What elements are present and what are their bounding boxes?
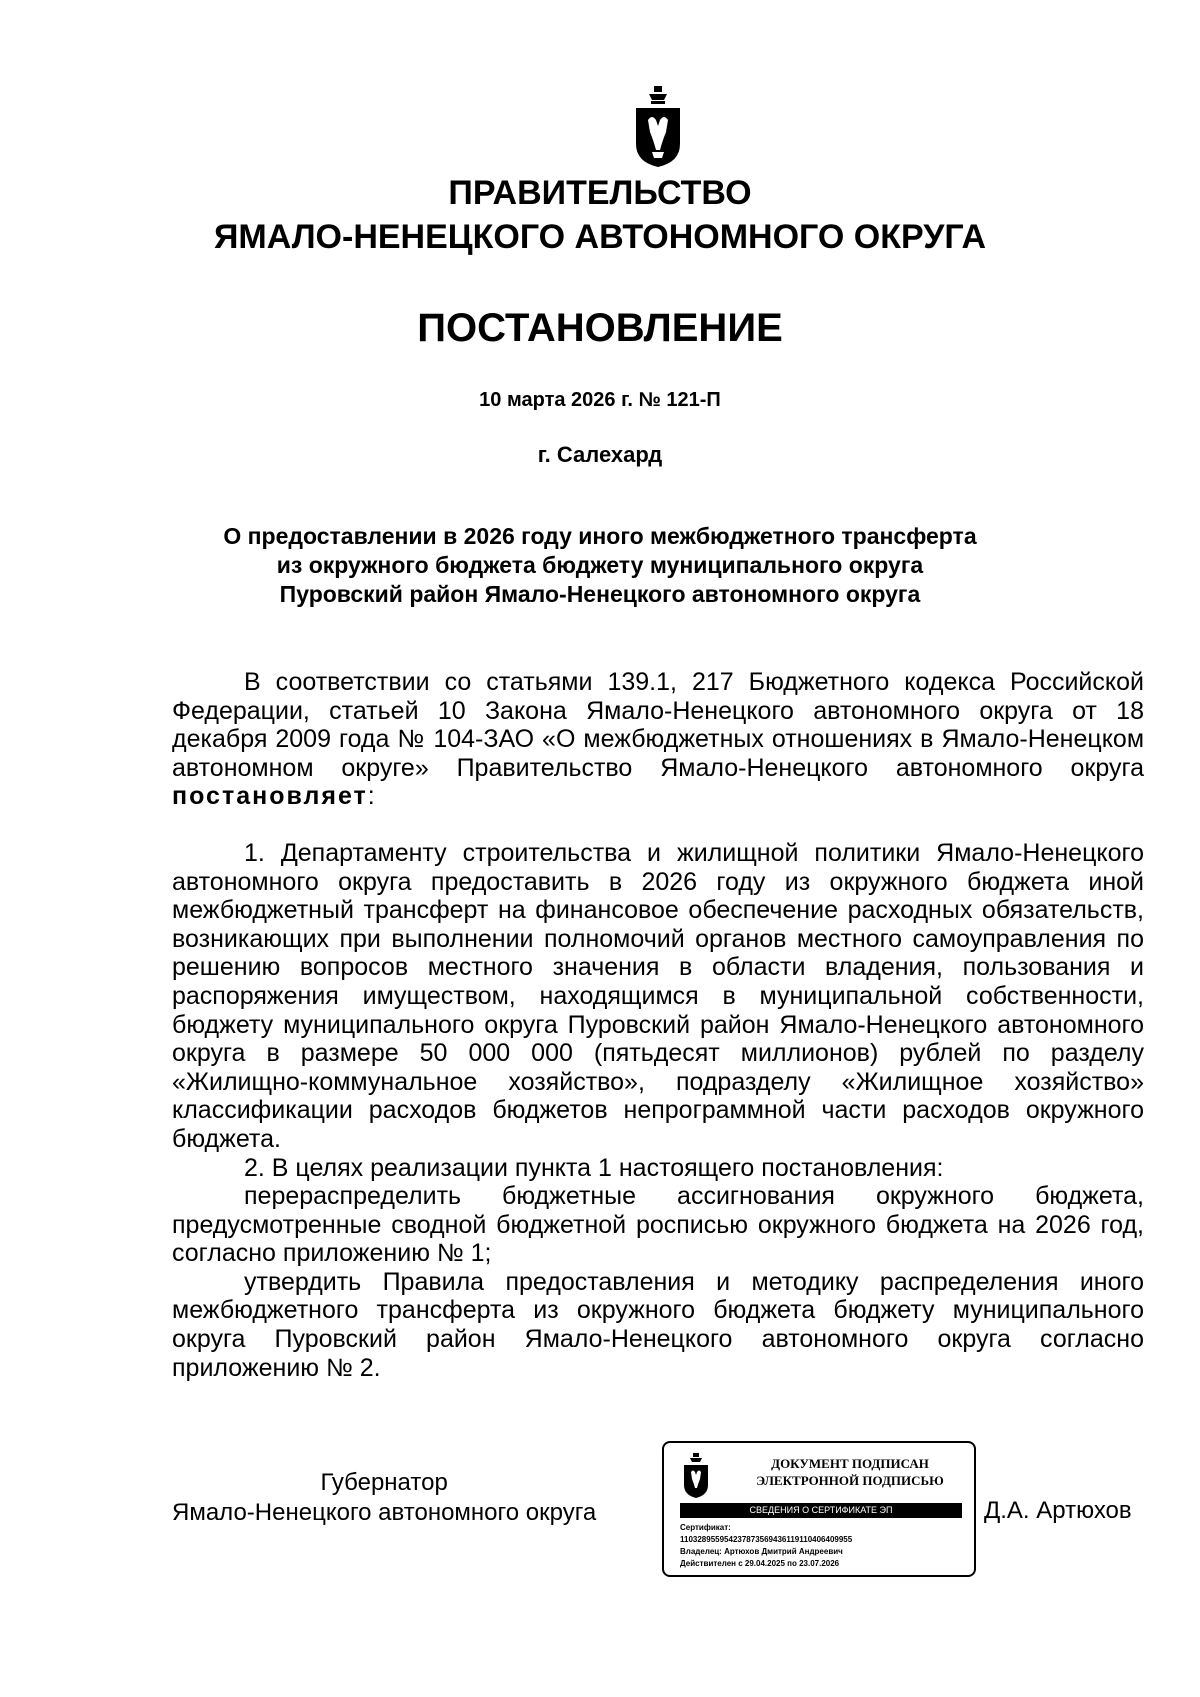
preamble-paragraph: [172, 668, 1144, 811]
stamp-validity: Действителен с 29.04.2025 по 23.07.2026: [680, 1559, 840, 1568]
stamp-cert-number: 110328955954237873569436119110406409955: [680, 1535, 853, 1544]
stamp-certificate-bar: СВЕДЕНИЯ О СЕРТИФИКАТЕ ЭП: [680, 1503, 962, 1518]
stamp-title: [734, 1455, 966, 1489]
organization-name-line2: ЯМАЛО-НЕНЕЦКОГО АВТОНОМНОГО ОКРУГА: [213, 218, 987, 256]
item-2b-paragraph: утвердить Правила предоставления и методику распределения иного межбюджетного трансферта из окружного бюджета бюджету муниципального округа Пуровский район Ямало-Ненецкого автономного округа согласно приложению № 2.: [172, 1267, 1144, 1382]
document-title-line: Пуровский район Ямало-Ненецкого автономного округа: [279, 581, 921, 607]
document-city: г. Салехард: [537, 442, 663, 467]
stamp-emblem-icon: [682, 1453, 710, 1499]
document-body: [172, 668, 1144, 1382]
preamble-text: В соответствии со статьями 139.1, 217 Бюджетного кодекса Российской Федерации, статьей 10 Закона Ямало-Ненецкого автономного округа от 18 декабря 2009 года № 104-ЗАО «О межбюджетных отношениях в Ямало-Ненецком автономном округе» Правительство Ямало-Ненецкого автономного округа: [172, 668, 1144, 782]
document-type: ПОСТАНОВЛЕНИЕ: [417, 306, 783, 350]
item-2a-paragraph: перераспределить бюджетные ассигнования окружного бюджета, предусмотренные сводной бюджетной росписью окружного бюджета на 2026 год, согласно приложению № 1;: [172, 1182, 1144, 1268]
document-title-line: из окружного бюджета бюджету муниципального округа: [276, 552, 924, 578]
signatory-position-line2: Ямало-Ненецкого автономного округа: [172, 1499, 597, 1526]
stamp-owner: Владелец: Артюхов Дмитрий Андреевич: [680, 1547, 843, 1556]
stamp-cert-label: Сертификат:: [680, 1523, 731, 1532]
item-1-paragraph: 1. Департаменту строительства и жилищной политики Ямало-Ненецкого автономного округа предоставить в 2026 году из окружного бюджета иной межбюджетный трансферт на финансовое обеспечение расходных обязательств, возникающих при выполнении полномочий органов местного самоуправления по решению вопросов местного значения в области владения, пользования и распоряжения имуществом, находящимся в муниципальной собственности, бюджету муниципального округа Пуровский район Ямало-Ненецкого автономного округа в размере 50 000 000 (пятьдесят миллионов) рублей по разделу «Жилищно-коммунальное хозяйство», подразделу «Жилищное хозяйство» классификации расходов бюджетов непрограммной части расходов окружного бюджета.: [172, 838, 1144, 1153]
item-2-paragraph: 2. В целях реализации пункта 1 настоящего постановления:: [244, 1153, 944, 1182]
electronic-signature-stamp: [662, 1441, 976, 1577]
document-title: [160, 522, 1040, 609]
decree-colon: :: [367, 782, 375, 811]
organization-name-line1: ПРАВИТЕЛЬСТВО: [448, 174, 752, 212]
signatory-name: Д.А. Артюхов: [984, 1497, 1132, 1524]
stamp-title-line2: ЭЛЕКТРОННОЙ ПОДПИСЬЮ: [756, 1473, 944, 1488]
stamp-certificate-info: [680, 1522, 852, 1570]
stamp-title-line1: ДОКУМЕНТ ПОДПИСАН: [771, 1456, 929, 1471]
document-date-number: 10 марта 2026 г. № 121-П: [479, 389, 721, 411]
signatory-position: [172, 1468, 596, 1528]
decree-word: постановляет: [172, 782, 368, 811]
document-title-line: О предоставлении в 2026 году иного межбюджетного трансферта: [223, 523, 977, 549]
coat-of-arms-icon: [632, 86, 684, 168]
signatory-position-line1: Губернатор: [320, 1469, 448, 1496]
